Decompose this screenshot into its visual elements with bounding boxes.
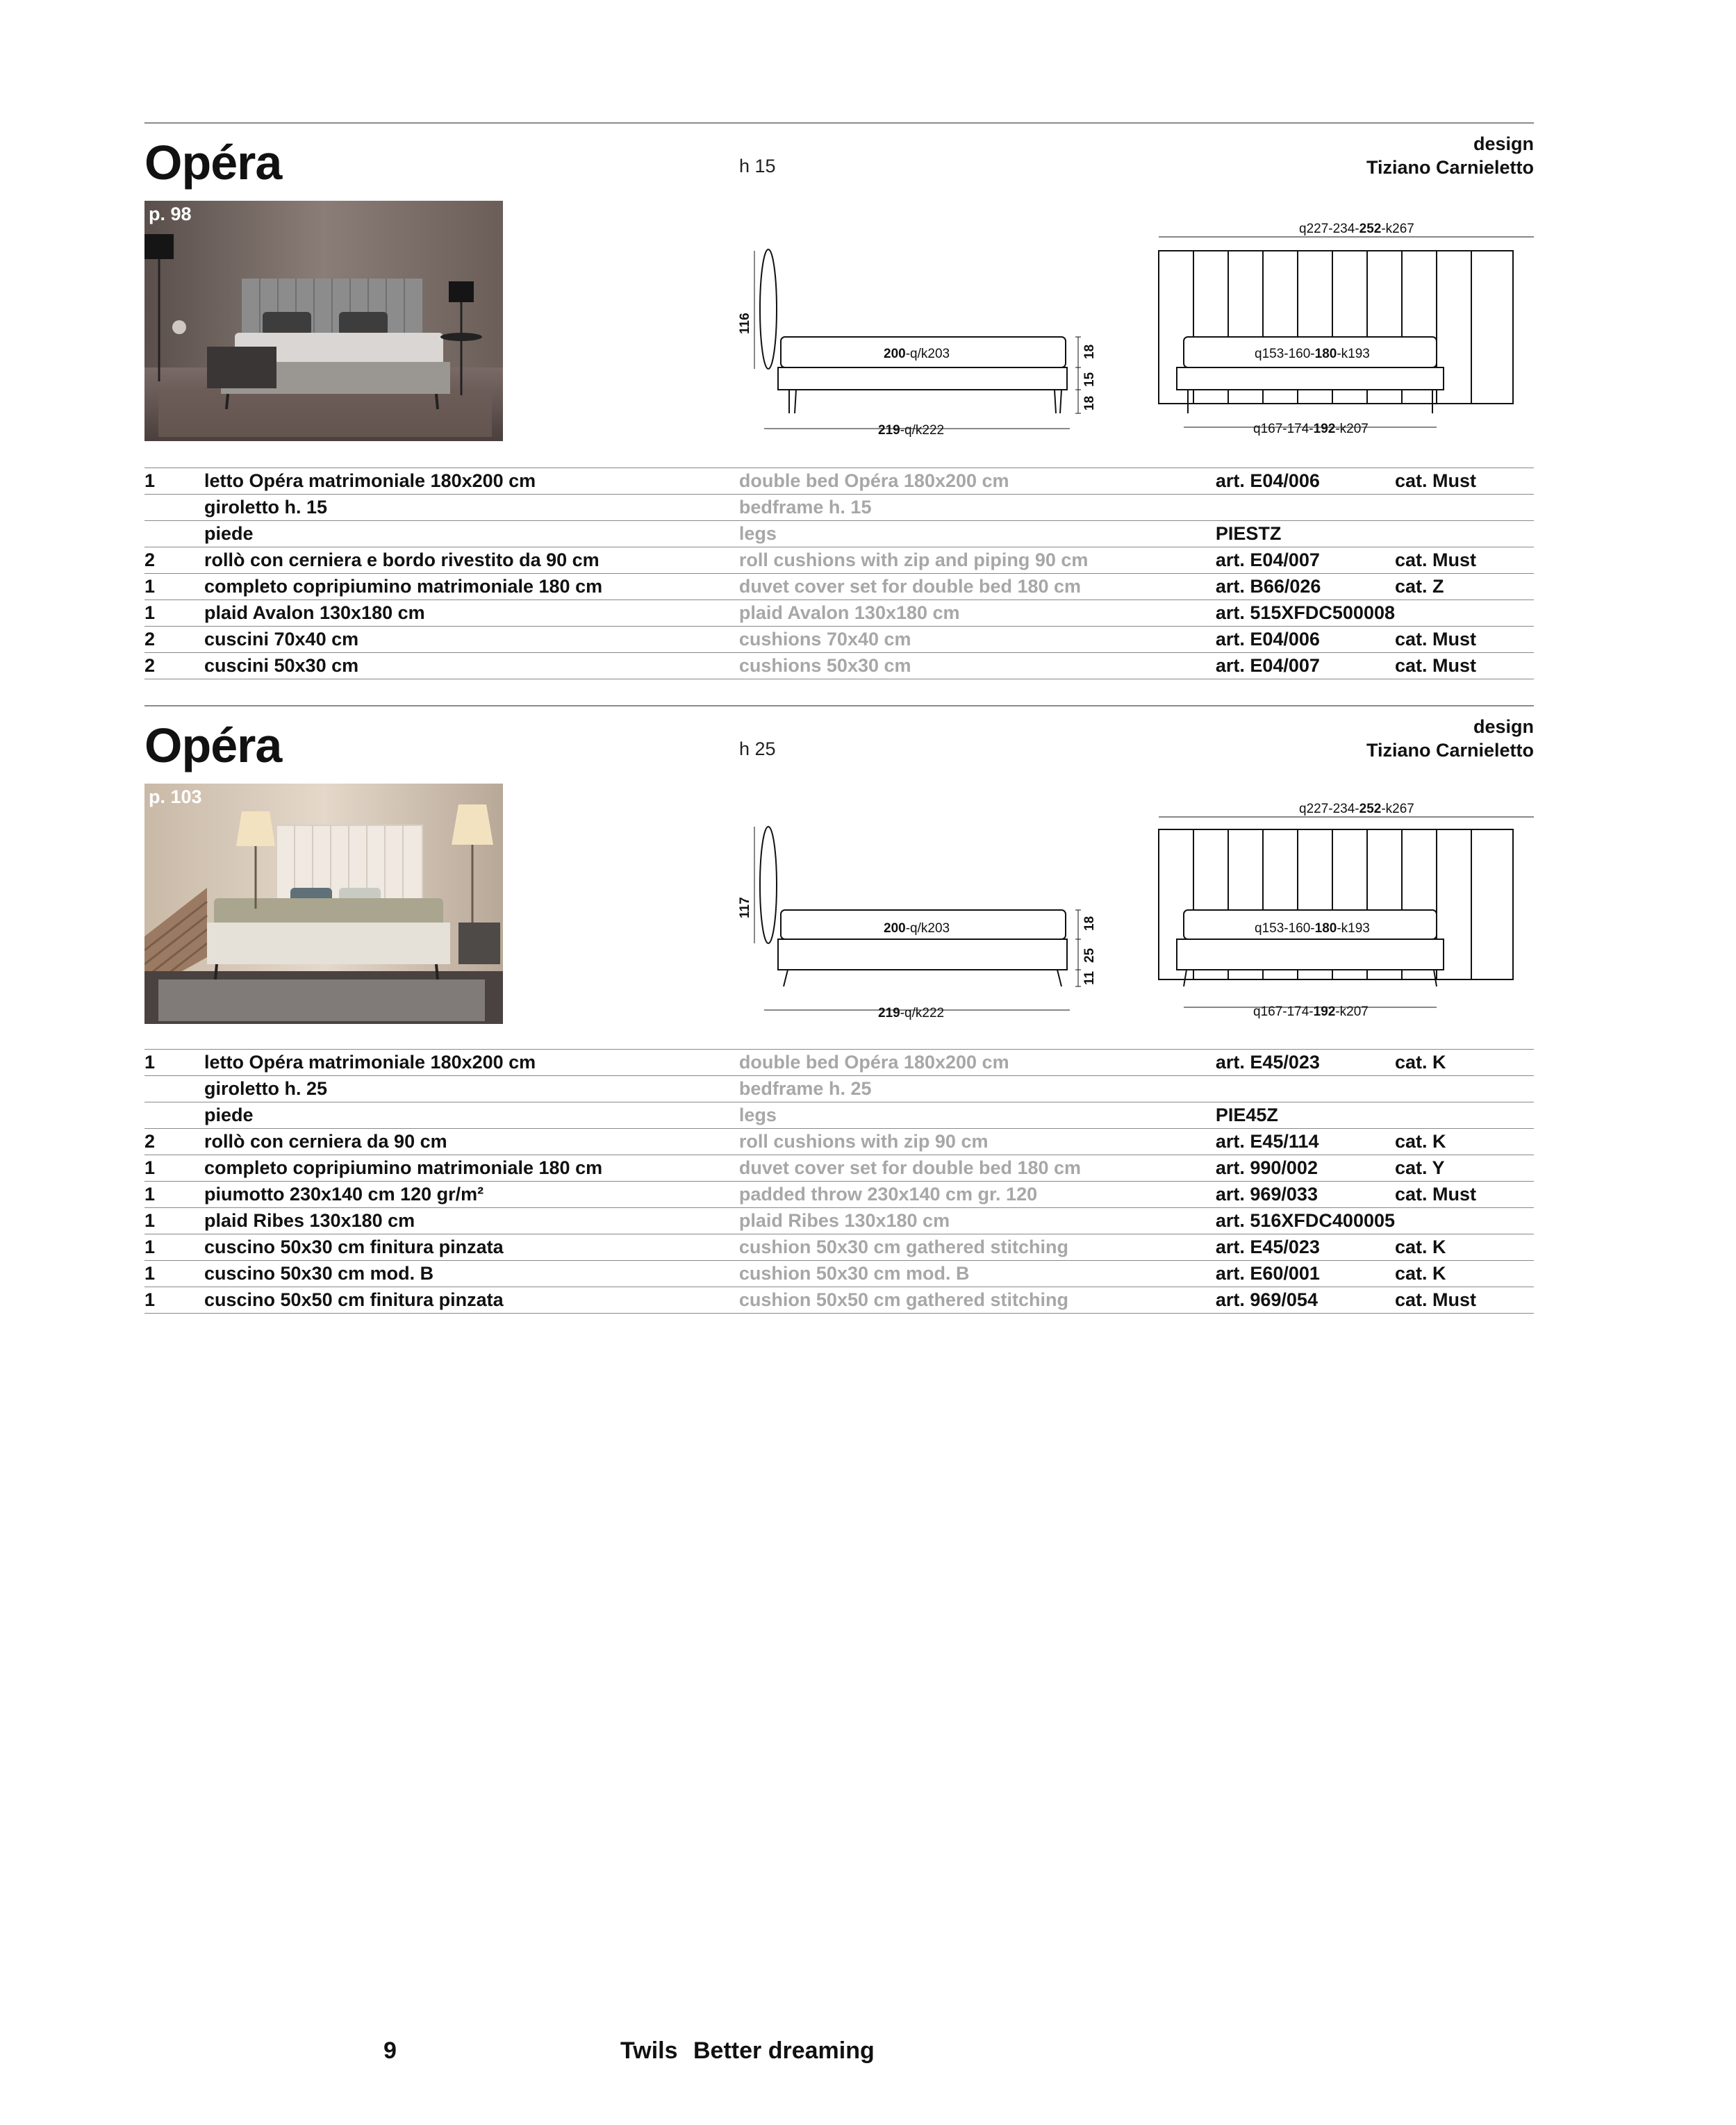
- inner-length-dim: 200-q/k203: [884, 347, 950, 361]
- outer-length-dim: 219-q/k222: [878, 423, 945, 438]
- product-title: Opéra: [144, 135, 282, 190]
- row-italian: piumotto 230x140 cm 120 gr/m²: [204, 1184, 484, 1205]
- table-row: [144, 1208, 1534, 1234]
- outer-length-dim: 219-q/k222: [878, 1006, 945, 1020]
- technical-drawing: [739, 784, 1534, 1024]
- product-section-2: [144, 705, 1534, 1400]
- row-article: [1216, 1076, 1395, 1102]
- designer-name: Tiziano Carnieletto: [1366, 740, 1534, 761]
- row-english: duvet cover set for double bed 180 cm: [738, 576, 1082, 597]
- row-qty: 2: [144, 629, 156, 650]
- product-photo: [144, 201, 503, 441]
- section-divider: [144, 705, 1534, 706]
- designer-name: Tiziano Carnieletto: [1366, 157, 1534, 178]
- row-category: [1395, 1102, 1534, 1129]
- row-category: cat. K: [1395, 1131, 1446, 1152]
- row-english: double bed Opéra 180x200 cm: [738, 1052, 1009, 1073]
- row-category: [1395, 1076, 1534, 1102]
- row-category: cat. K: [1395, 1052, 1446, 1073]
- row-article: art. E60/001: [1215, 1263, 1320, 1284]
- row-english: duvet cover set for double bed 180 cm: [738, 1157, 1082, 1178]
- row-qty: [144, 1076, 204, 1102]
- row-english: legs: [738, 523, 777, 544]
- row-article: PIESTZ: [1215, 523, 1282, 544]
- row-qty: [144, 495, 204, 521]
- row-italian: giroletto h. 15: [204, 497, 327, 518]
- row-italian: piede: [204, 1105, 254, 1125]
- brand-tagline: Better dreaming: [693, 2037, 875, 2064]
- row-article: PIE45Z: [1215, 1105, 1278, 1125]
- table-row: [144, 574, 1534, 600]
- row-article: art. 516XFDC400005: [1215, 1210, 1396, 1231]
- table-row: [144, 1261, 1534, 1287]
- side-height-dim: 117: [739, 897, 752, 918]
- row-english: padded throw 230x140 cm gr. 120: [738, 1184, 1038, 1205]
- row-category: [1395, 600, 1534, 627]
- row-italian: plaid Avalon 130x180 cm: [204, 602, 425, 623]
- row-category: cat. Must: [1395, 1289, 1477, 1310]
- headboard-width-dim: q227-234-252-k267: [1299, 222, 1414, 236]
- row-article: art. E45/023: [1215, 1237, 1320, 1257]
- row-category: [1395, 495, 1534, 521]
- row-qty: 1: [144, 1289, 156, 1310]
- row-qty: 1: [144, 1237, 156, 1257]
- row-category: cat. Must: [1395, 470, 1477, 491]
- side-view: [754, 249, 1081, 429]
- row-article: [1216, 495, 1395, 521]
- inner-width-dim: q153-160-180-k193: [1255, 347, 1370, 361]
- row-category: cat. Must: [1395, 549, 1477, 570]
- row-english: cushions 50x30 cm: [738, 655, 911, 676]
- table-row: [144, 600, 1534, 627]
- row-italian: completo copripiumino matrimoniale 180 cm: [204, 1157, 603, 1178]
- row-qty: 2: [144, 549, 156, 570]
- row-article: art. E04/006: [1215, 629, 1320, 650]
- front-view: [1159, 817, 1534, 1007]
- inner-width-dim: q153-160-180-k193: [1255, 921, 1370, 936]
- row-english: bedframe h. 15: [738, 497, 872, 518]
- table-row: [144, 653, 1534, 679]
- row-qty: 1: [144, 1210, 156, 1231]
- outer-width-dim: q167-174-192-k207: [1253, 1004, 1369, 1019]
- row-article: art. E45/023: [1215, 1052, 1320, 1073]
- row-italian: rollò con cerniera e bordo rivestito da 90 cm: [204, 549, 600, 570]
- row-italian: giroletto h. 25: [204, 1078, 327, 1099]
- row-english: cushion 50x30 cm mod. B: [738, 1263, 970, 1284]
- side-view: [754, 827, 1081, 1010]
- row-article: art. E04/007: [1215, 549, 1320, 570]
- row-qty: 2: [144, 655, 156, 676]
- row-article: art. 515XFDC500008: [1215, 602, 1395, 623]
- parts-table: [144, 1049, 1534, 1314]
- table-row: [144, 1102, 1534, 1129]
- table-row: [144, 495, 1534, 521]
- mid-dim: 15: [1082, 372, 1097, 387]
- row-qty: 1: [144, 1184, 156, 1205]
- row-article: art. E04/006: [1215, 470, 1320, 491]
- designer-credit: [1366, 715, 1534, 762]
- parts-table: [144, 468, 1534, 679]
- design-label: design: [1473, 716, 1534, 737]
- row-italian: completo copripiumino matrimoniale 180 cm: [204, 576, 603, 597]
- row-italian: letto Opéra matrimoniale 180x200 cm: [204, 1052, 536, 1073]
- table-row: [144, 1076, 1534, 1102]
- row-english: cushion 50x30 cm gathered stitching: [738, 1237, 1069, 1257]
- row-italian: piede: [204, 523, 254, 544]
- row-italian: plaid Ribes 130x180 cm: [204, 1210, 415, 1231]
- row-article: art. 990/002: [1215, 1157, 1318, 1178]
- row-english: cushions 70x40 cm: [738, 629, 911, 650]
- brand-name: Twils: [620, 2037, 678, 2064]
- inner-length-dim: 200-q/k203: [884, 921, 950, 936]
- table-row: [144, 1287, 1534, 1314]
- front-view: [1159, 237, 1534, 427]
- row-qty: [144, 521, 204, 547]
- mid-dim: 25: [1082, 948, 1097, 963]
- row-category: cat. Z: [1395, 576, 1444, 597]
- top-dim: 18: [1082, 916, 1097, 931]
- table-row: [144, 521, 1534, 547]
- row-qty: 2: [144, 1131, 156, 1152]
- bot-dim: 11: [1082, 970, 1097, 985]
- row-category: [1395, 1208, 1534, 1234]
- row-english: legs: [738, 1105, 777, 1125]
- row-article: art. E45/114: [1215, 1131, 1319, 1152]
- designer-credit: [1366, 132, 1534, 179]
- row-italian: cuscino 50x50 cm finitura pinzata: [204, 1289, 504, 1310]
- row-english: plaid Avalon 130x180 cm: [738, 602, 960, 623]
- row-italian: cuscino 50x30 cm finitura pinzata: [204, 1237, 504, 1257]
- row-qty: 1: [144, 602, 156, 623]
- row-article: art. E04/007: [1215, 655, 1320, 676]
- table-row: [144, 627, 1534, 653]
- bot-dim: 18: [1082, 395, 1097, 411]
- bedframe-height: h 25: [739, 738, 776, 759]
- row-english: roll cushions with zip and piping 90 cm: [738, 549, 1089, 570]
- bedframe-height: h 15: [739, 156, 776, 176]
- top-dim: 18: [1082, 344, 1097, 359]
- row-qty: 1: [144, 1263, 156, 1284]
- row-article: art. B66/026: [1215, 576, 1321, 597]
- table-row: [144, 1129, 1534, 1155]
- row-category: cat. K: [1395, 1263, 1446, 1284]
- row-english: plaid Ribes 130x180 cm: [738, 1210, 950, 1231]
- table-row: [144, 1155, 1534, 1182]
- technical-drawing: [739, 201, 1534, 441]
- product-title: Opéra: [144, 718, 282, 772]
- row-english: double bed Opéra 180x200 cm: [738, 470, 1009, 491]
- row-italian: cuscino 50x30 cm mod. B: [204, 1263, 434, 1284]
- row-qty: 1: [144, 1052, 156, 1073]
- page-reference: p. 103: [149, 786, 202, 807]
- table-row: [144, 547, 1534, 574]
- page-number: 9: [383, 2037, 397, 2064]
- row-article: art. 969/054: [1215, 1289, 1318, 1310]
- page-reference: p. 98: [149, 204, 192, 224]
- section-divider: [144, 122, 1534, 124]
- row-qty: 1: [144, 1157, 156, 1178]
- row-english: bedframe h. 25: [738, 1078, 872, 1099]
- table-row: [144, 1050, 1534, 1076]
- row-qty: 1: [144, 470, 156, 491]
- row-category: cat. Must: [1395, 1184, 1477, 1205]
- headboard-width-dim: q227-234-252-k267: [1299, 802, 1414, 816]
- row-category: cat. K: [1395, 1237, 1446, 1257]
- row-italian: cuscini 50x30 cm: [204, 655, 359, 676]
- row-article: art. 969/033: [1215, 1184, 1318, 1205]
- table-row: [144, 1234, 1534, 1261]
- row-qty: [144, 1102, 204, 1129]
- outer-width-dim: q167-174-192-k207: [1253, 422, 1369, 436]
- row-category: [1395, 521, 1534, 547]
- table-row: [144, 468, 1534, 495]
- table-row: [144, 1182, 1534, 1208]
- row-italian: rollò con cerniera da 90 cm: [204, 1131, 447, 1152]
- row-category: cat. Must: [1395, 655, 1477, 676]
- side-height-dim: 116: [739, 313, 752, 334]
- product-photo: [144, 784, 503, 1024]
- row-italian: cuscini 70x40 cm: [204, 629, 359, 650]
- row-category: cat. Y: [1395, 1157, 1445, 1178]
- product-section-1: [144, 122, 1534, 678]
- design-label: design: [1473, 133, 1534, 154]
- row-category: cat. Must: [1395, 629, 1477, 650]
- row-italian: letto Opéra matrimoniale 180x200 cm: [204, 470, 536, 491]
- row-english: cushion 50x50 cm gathered stitching: [738, 1289, 1069, 1310]
- row-qty: 1: [144, 576, 156, 597]
- row-english: roll cushions with zip 90 cm: [738, 1131, 989, 1152]
